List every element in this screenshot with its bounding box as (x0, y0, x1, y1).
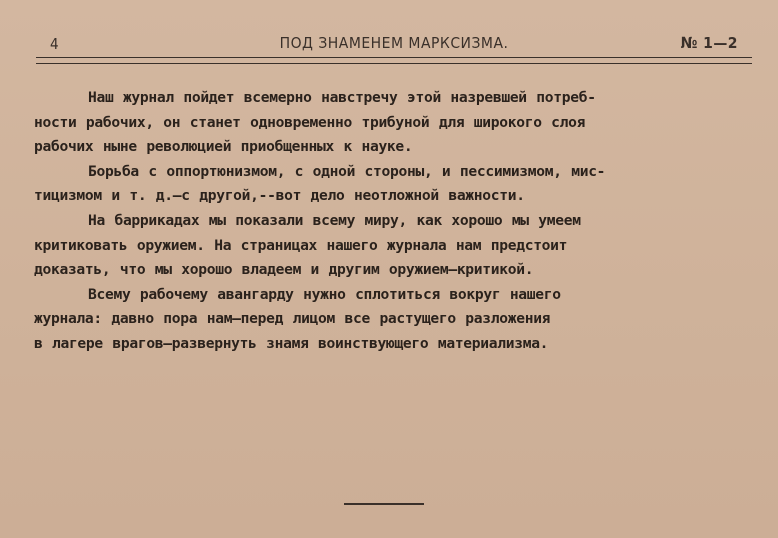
paragraph (34, 86, 752, 160)
journal-title: ПОД ЗНАМЕНЕМ МАРКСИЗМА. (279, 34, 509, 52)
paragraph (34, 209, 752, 283)
header-double-rule (36, 57, 752, 64)
text-line: журнала: давно пора нам—перед лицом все растущего разложения (34, 310, 551, 328)
page-number: 4 (50, 35, 59, 53)
paragraph (34, 283, 752, 357)
text-line: доказать, что мы хорошо владеем и другим оружием—критикой. (34, 261, 534, 279)
article-text (34, 86, 752, 357)
text-line: критиковать оружием. На страницах нашего журнала нам предстоит (34, 236, 568, 254)
text-line: рабочих ныне революцией приобщенных к науке. (34, 138, 413, 156)
text-line: Всему рабочему авангарду нужно сплотиться вокруг нашего (88, 285, 561, 303)
text-line: На баррикадах мы показали всему миру, как хорошо мы умеем (88, 211, 581, 229)
text-line: ности рабочих, он станет одновременно трибуной для широкого слоя (34, 113, 586, 131)
running-header (40, 30, 748, 56)
paragraph (34, 160, 752, 209)
text-line: Борьба с оппортюнизмом, с одной стороны, и пессимизмом, мис- (88, 162, 606, 180)
text-line: тицизмом и т. д.—с другой,--вот дело неотложной важности. (34, 187, 525, 205)
end-rule (344, 503, 424, 505)
text-line: в лагере врагов—развернуть знамя воинствующего материализма. (34, 334, 549, 352)
text-line: Наш журнал пойдет всемерно навстречу этой назревшей потреб- (88, 89, 596, 106)
issue-number: № 1—2 (680, 34, 738, 52)
